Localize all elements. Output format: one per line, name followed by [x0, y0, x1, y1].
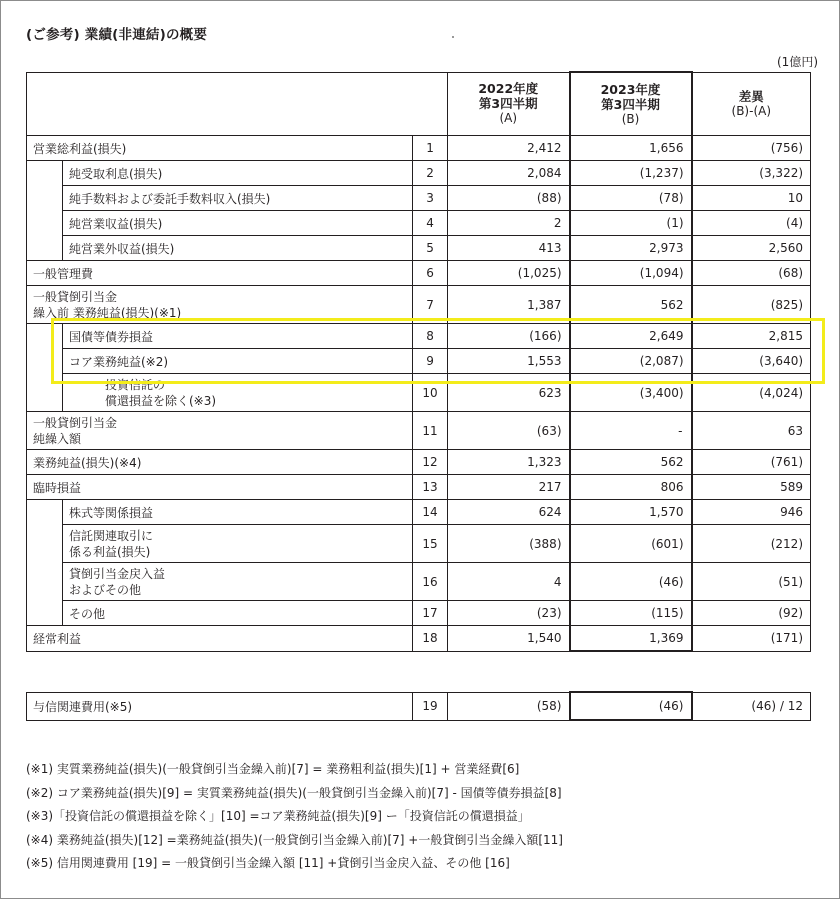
table-row	[27, 412, 811, 450]
value-b: (1,094)	[570, 261, 692, 286]
value-b: 1,570	[570, 500, 692, 525]
row-number: 3	[413, 186, 448, 211]
row-label: 臨時損益	[27, 475, 413, 500]
row-number: 1	[413, 136, 448, 161]
row-label: 純受取利息(損失)	[63, 161, 413, 186]
value-diff: (68)	[692, 261, 811, 286]
header-col-a: 2022年度 第3四半期 (A)	[448, 72, 570, 136]
row-number: 12	[413, 450, 448, 475]
footnotes	[26, 758, 563, 876]
table-row	[27, 236, 811, 261]
table-row	[27, 475, 811, 500]
value-diff: (3,322)	[692, 161, 811, 186]
row-label: 純手数料および委託手数料収入(損失)	[63, 186, 413, 211]
row-label: 株式等関係損益	[63, 500, 413, 525]
value-a: 623	[448, 374, 570, 412]
value-a: 217	[448, 475, 570, 500]
row-label: コア業務純益(※2)	[63, 349, 413, 374]
value-b: (1,237)	[570, 161, 692, 186]
row-number: 16	[413, 563, 448, 601]
row-number: 7	[413, 286, 448, 324]
value-diff: (825)	[692, 286, 811, 324]
value-a: (88)	[448, 186, 570, 211]
value-diff: 2,815	[692, 324, 811, 349]
table-row	[27, 261, 811, 286]
page-title: (ご参考) 業績(非連結)の概要	[26, 27, 208, 43]
indent-cell	[27, 500, 63, 626]
row-number: 15	[413, 525, 448, 563]
row-number: 11	[413, 412, 448, 450]
value-a: 4	[448, 563, 570, 601]
value-b: 806	[570, 475, 692, 500]
value-diff: (51)	[692, 563, 811, 601]
value-b: 562	[570, 450, 692, 475]
value-diff: 946	[692, 500, 811, 525]
value-diff: (212)	[692, 525, 811, 563]
row-label: 与信関連費用(※5)	[27, 692, 413, 720]
value-a: (63)	[448, 412, 570, 450]
value-b: 1,656	[570, 136, 692, 161]
row-label: 投資信託の 償還損益を除く(※3)	[63, 374, 413, 412]
value-b: 562	[570, 286, 692, 324]
value-diff: (756)	[692, 136, 811, 161]
value-diff: 589	[692, 475, 811, 500]
header-col-diff: 差異 (B)-(A)	[692, 72, 811, 136]
indent-cell	[27, 161, 63, 261]
value-a: 1,323	[448, 450, 570, 475]
table-row	[27, 161, 811, 186]
value-b: -	[570, 412, 692, 450]
highlight-box	[51, 318, 825, 384]
table-row	[27, 450, 811, 475]
footnote: (※2) コア業務純益(損失)[9] = 実質業務純益(損失)(一般貸倒引当金繰入前)[7] - 国債等債券損益[8]	[26, 785, 562, 800]
value-a: 624	[448, 500, 570, 525]
value-b: 2,973	[570, 236, 692, 261]
unit-label: (1億円)	[777, 55, 818, 69]
value-b: (1)	[570, 211, 692, 236]
value-a: 413	[448, 236, 570, 261]
value-diff: (46) / 12	[692, 692, 811, 720]
value-a: (23)	[448, 601, 570, 626]
value-a: 1,387	[448, 286, 570, 324]
value-a: (58)	[448, 692, 570, 720]
row-label: 純営業外収益(損失)	[63, 236, 413, 261]
value-a: 1,553	[448, 349, 570, 374]
row-label: 貸倒引当金戻入益 およびその他	[63, 563, 413, 601]
value-diff: 2,560	[692, 236, 811, 261]
value-diff: (761)	[692, 450, 811, 475]
footnote: (※1) 実質業務純益(損失)(一般貸倒引当金繰入前)[7] = 業務粗利益(損失)[1] + 営業経費[6]	[26, 762, 520, 776]
value-b: (46)	[570, 692, 692, 720]
row-number: 8	[413, 324, 448, 349]
value-a: 2,084	[448, 161, 570, 186]
table-row	[27, 626, 811, 652]
row-label: その他	[63, 601, 413, 626]
value-diff: 10	[692, 186, 811, 211]
table-row	[27, 601, 811, 626]
row-number: 17	[413, 601, 448, 626]
stray-dot	[452, 36, 454, 38]
value-a: (388)	[448, 525, 570, 563]
value-b: (601)	[570, 525, 692, 563]
value-b: (78)	[570, 186, 692, 211]
value-a: (1,025)	[448, 261, 570, 286]
value-a: 2	[448, 211, 570, 236]
value-a: 2,412	[448, 136, 570, 161]
table-row	[27, 211, 811, 236]
value-diff: (92)	[692, 601, 811, 626]
row-number: 10	[413, 374, 448, 412]
row-number: 6	[413, 261, 448, 286]
credit-cost-table	[26, 691, 811, 721]
table-row	[27, 525, 811, 563]
row-label: 純営業収益(損失)	[63, 211, 413, 236]
value-b: 2,649	[570, 324, 692, 349]
row-number: 13	[413, 475, 448, 500]
value-a: 1,540	[448, 626, 570, 652]
row-label: 信託関連取引に 係る利益(損失)	[63, 525, 413, 563]
value-b: (2,087)	[570, 349, 692, 374]
table-row	[27, 186, 811, 211]
footnote: (※5) 信用関連費用 [19] = 一般貸倒引当金繰入額 [11] +貸倒引当金戻入益、その他 [16]	[26, 856, 510, 870]
footnote: (※3)「投資信託の償還損益を除く」[10] =コア業務純益(損失)[9] ー「投資信託の償還損益」	[26, 809, 530, 823]
table-row	[27, 500, 811, 525]
row-number: 5	[413, 236, 448, 261]
table-row	[27, 563, 811, 601]
value-b: 1,369	[570, 626, 692, 652]
value-diff: (4)	[692, 211, 811, 236]
value-b: (115)	[570, 601, 692, 626]
row-number: 4	[413, 211, 448, 236]
row-number: 2	[413, 161, 448, 186]
value-diff: (4,024)	[692, 374, 811, 412]
table-row	[27, 692, 811, 720]
row-label: 営業総利益(損失)	[27, 136, 413, 161]
value-diff: (3,640)	[692, 349, 811, 374]
table-row	[27, 136, 811, 161]
row-label: 一般貸倒引当金 純繰入額	[27, 412, 413, 450]
row-label: 一般貸倒引当金 繰入前 業務純益(損失)(※1)	[27, 286, 413, 324]
value-a: (166)	[448, 324, 570, 349]
row-label: 業務純益(損失)(※4)	[27, 450, 413, 475]
row-label: 国債等債券損益	[63, 324, 413, 349]
row-number: 19	[413, 692, 448, 720]
value-diff: 63	[692, 412, 811, 450]
header-blank	[27, 72, 448, 136]
footnote: (※4) 業務純益(損失)[12] =業務純益(損失)(一般貸倒引当金繰入前)[7] +一般貸倒引当金繰入額[11]	[26, 832, 563, 847]
header-col-b: 2023年度 第3四半期 (B)	[570, 72, 692, 136]
value-diff: (171)	[692, 626, 811, 652]
row-number: 14	[413, 500, 448, 525]
value-b: (46)	[570, 563, 692, 601]
row-number: 9	[413, 349, 448, 374]
row-label: 経常利益	[27, 626, 413, 652]
row-label: 一般管理費	[27, 261, 413, 286]
row-number: 18	[413, 626, 448, 652]
value-b: (3,400)	[570, 374, 692, 412]
header-row	[27, 72, 811, 136]
